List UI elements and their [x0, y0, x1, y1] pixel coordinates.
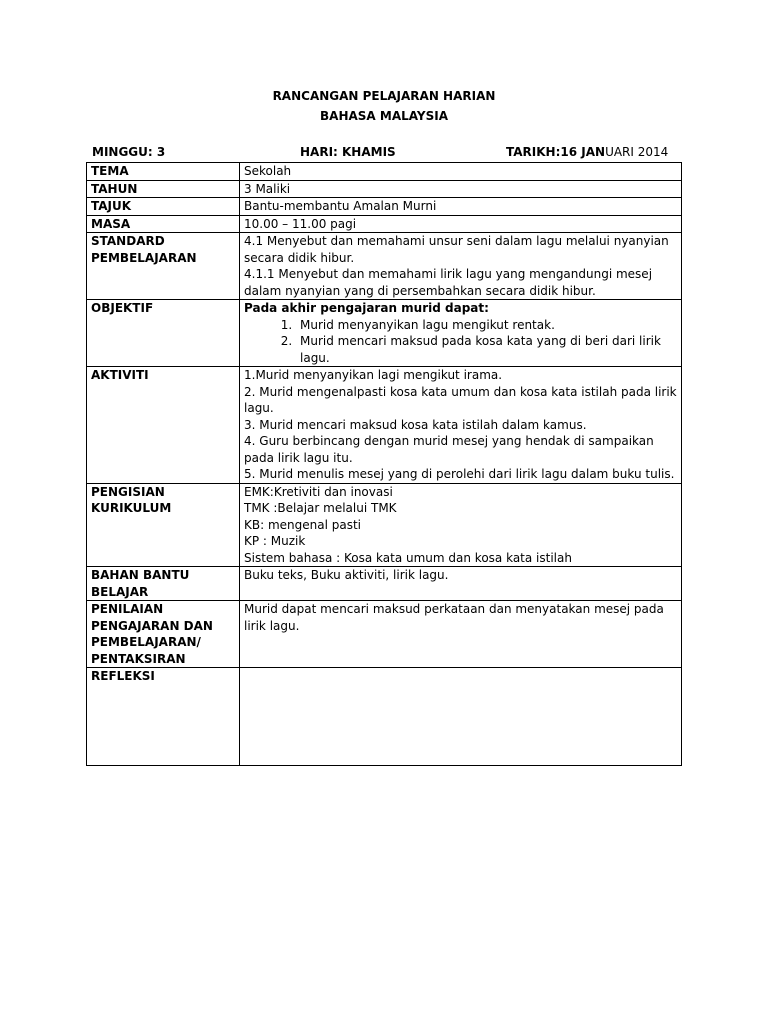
- document-subtitle: BAHASA MALAYSIA: [320, 109, 448, 123]
- row-tahun: [87, 180, 682, 198]
- row-objektif: [87, 300, 682, 367]
- value-masa: 10.00 – 11.00 pagi: [240, 215, 682, 233]
- row-aktiviti: [87, 367, 682, 484]
- value-penilaian: Murid dapat mencari maksud perkataan dan menyatakan mesej pada lirik lagu.: [240, 601, 682, 668]
- aktiviti-line: 3. Murid mencari maksud kosa kata istilah dalam kamus.: [244, 417, 587, 432]
- tarikh-bold-part: TARIKH:16 JAN: [506, 145, 606, 159]
- aktiviti-line: 5. Murid menulis mesej yang di perolehi dari lirik lagu dalam buku tulis.: [244, 467, 675, 481]
- row-standard: [87, 233, 682, 300]
- label-objektif: OBJEKTIF: [87, 300, 240, 367]
- value-pengisian: [240, 483, 682, 567]
- row-pengisian: [87, 483, 682, 567]
- standard-line: 4.1 Menyebut dan memahami unsur seni dalam lagu melalui nyanyian secara didik hibur.: [244, 234, 669, 265]
- value-tema: Sekolah: [240, 163, 682, 181]
- objektif-item: 2. Murid mencari maksud pada kosa kata yang di beri dari lirik lagu.: [296, 333, 677, 366]
- document-title: RANCANGAN PELAJARAN HARIAN: [272, 89, 496, 103]
- objektif-item: 1. Murid menyanyikan lagu mengikut rentak.: [296, 317, 677, 334]
- lesson-plan-table: [86, 162, 682, 766]
- row-bahan: [87, 567, 682, 601]
- value-aktiviti: [240, 367, 682, 484]
- pengisian-line: EMK:Kretiviti dan inovasi: [244, 484, 393, 499]
- row-masa: [87, 215, 682, 233]
- objektif-intro: Pada akhir pengajaran murid dapat:: [244, 301, 489, 315]
- row-refleksi: [87, 668, 682, 766]
- aktiviti-line: 2. Murid mengenalpasti kosa kata umum dan kosa kata istilah pada lirik lagu.: [244, 384, 677, 415]
- label-pengisian: PENGISIAN KURIKULUM: [87, 483, 240, 567]
- label-refleksi: REFLEKSI: [87, 668, 240, 766]
- objektif-list: [244, 317, 677, 367]
- label-tahun: TAHUN: [87, 180, 240, 198]
- row-penilaian: [87, 601, 682, 668]
- minggu-field: MINGGU: 3: [92, 145, 166, 159]
- pengisian-line: KP : Muzik: [244, 534, 306, 548]
- value-refleksi: [240, 668, 682, 766]
- label-masa: MASA: [87, 215, 240, 233]
- value-bahan: Buku teks, Buku aktiviti, lirik lagu.: [240, 567, 682, 601]
- pengisian-line: TMK :Belajar melalui TMK: [244, 501, 397, 515]
- value-tajuk: Bantu-membantu Amalan Murni: [240, 198, 682, 216]
- label-tajuk: TAJUK: [87, 198, 240, 216]
- tarikh-field: [506, 145, 668, 159]
- label-bahan: BAHAN BANTU BELAJAR: [87, 567, 240, 601]
- standard-line: 4.1.1 Menyebut dan memahami lirik lagu yang mengandungi mesej dalam nyanyian yang di persembahkan secara didik hibur.: [244, 267, 653, 298]
- label-standard: STANDARD PEMBELAJARAN: [87, 233, 240, 300]
- value-standard: [240, 233, 682, 300]
- pengisian-line: Sistem bahasa : Kosa kata umum dan kosa kata istilah: [244, 550, 572, 565]
- aktiviti-line: 1.Murid menyanyikan lagi mengikut irama.: [244, 368, 503, 382]
- label-aktiviti: AKTIVITI: [87, 367, 240, 484]
- hari-field: HARI: KHAMIS: [300, 145, 396, 159]
- pengisian-line: KB: mengenal pasti: [244, 517, 362, 532]
- row-tajuk: [87, 198, 682, 216]
- label-penilaian: PENILAIAN PENGAJARAN DAN PEMBELAJARAN/ PENTAKSIRAN: [87, 601, 240, 668]
- label-tema: TEMA: [87, 163, 240, 181]
- value-objektif: [240, 300, 682, 367]
- tarikh-rest-part: UARI 2014: [605, 145, 669, 159]
- value-tahun: 3 Maliki: [240, 180, 682, 198]
- row-tema: [87, 163, 682, 181]
- aktiviti-line: 4. Guru berbincang dengan murid mesej yang hendak di sampaikan pada lirik lagu itu.: [244, 434, 654, 465]
